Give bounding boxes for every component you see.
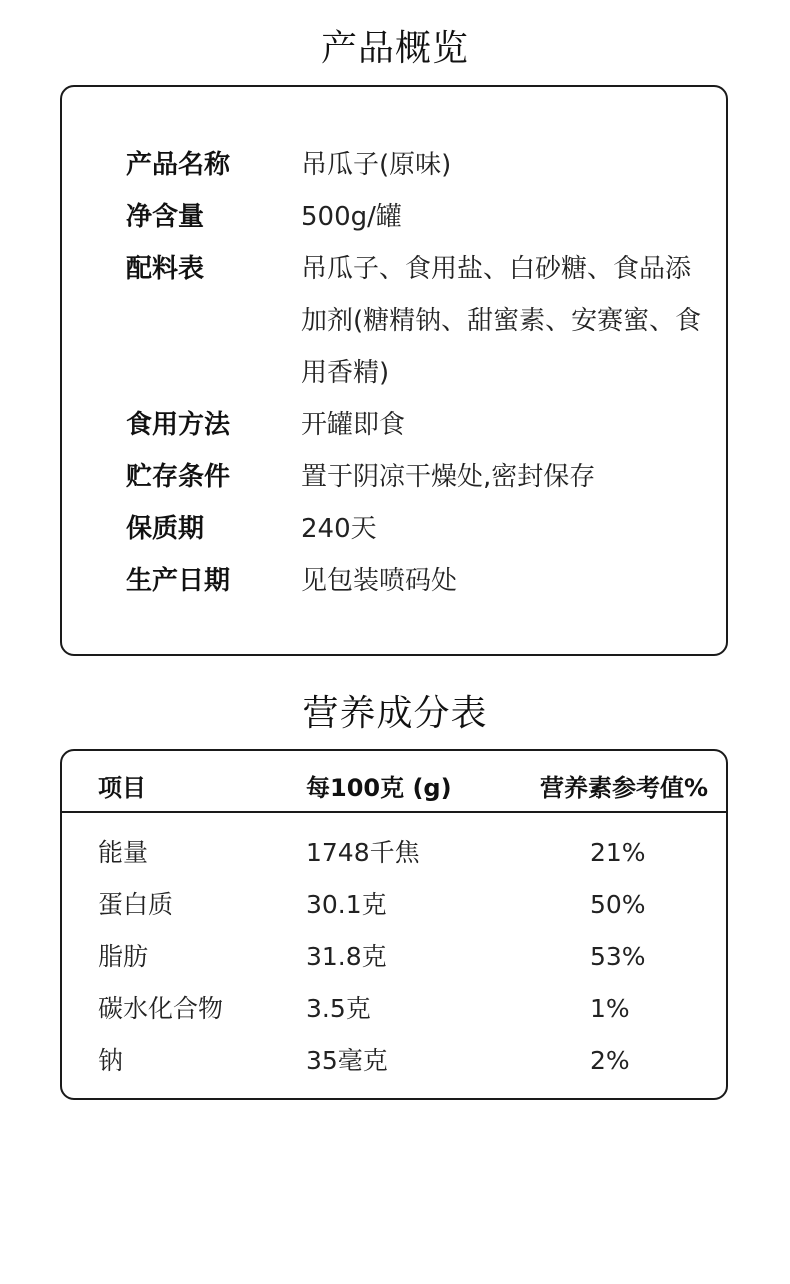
header-nrv-percent: 营养素参考值% <box>540 774 709 802</box>
nutrient-nrv: 1% <box>590 994 630 1023</box>
header-divider <box>62 811 726 813</box>
nutrient-nrv: 21% <box>590 838 646 867</box>
info-value: 置于阴凉干燥处,密封保存 <box>301 462 596 492</box>
nutrient-name: 能量 <box>98 838 149 867</box>
nutrient-name: 脂肪 <box>98 942 149 971</box>
header-item: 项目 <box>98 774 146 802</box>
nutrient-name: 钠 <box>98 1046 124 1075</box>
table-row <box>62 879 726 931</box>
table-row <box>62 827 726 879</box>
info-label: 保质期 <box>126 514 205 544</box>
nutrition-facts-title: 营养成分表 <box>302 693 488 734</box>
product-overview-card <box>60 85 728 656</box>
table-header <box>62 751 726 813</box>
nutrient-amount: 35毫克 <box>306 1046 388 1075</box>
nutrient-amount: 31.8克 <box>306 942 387 971</box>
nutrient-name: 蛋白质 <box>98 890 174 919</box>
info-value: 吊瓜子(原味) <box>301 150 452 180</box>
info-value: 500g/罐 <box>301 202 402 232</box>
nutrient-nrv: 2% <box>590 1046 630 1075</box>
nutrient-amount: 3.5克 <box>306 994 371 1023</box>
nutrient-name: 碳水化合物 <box>98 994 224 1023</box>
table-row <box>62 931 726 983</box>
info-value: 开罐即食 <box>301 410 406 440</box>
info-label: 食用方法 <box>126 410 231 440</box>
info-label: 产品名称 <box>126 150 231 180</box>
info-value: 见包装喷码处 <box>301 566 458 596</box>
header-per-100g: 每100克 (g) <box>306 774 452 802</box>
table-row <box>62 1035 726 1087</box>
info-label: 贮存条件 <box>126 462 231 492</box>
nutrient-nrv: 50% <box>590 890 646 919</box>
nutrient-amount: 30.1克 <box>306 890 387 919</box>
table-row <box>62 983 726 1035</box>
product-overview-title: 产品概览 <box>320 28 469 69</box>
info-value: 240天 <box>301 514 377 544</box>
nutrition-facts-table <box>60 749 728 1100</box>
nutrient-amount: 1748千焦 <box>306 838 420 867</box>
info-label: 配料表 <box>126 254 205 284</box>
nutrient-nrv: 53% <box>590 942 646 971</box>
info-label: 净含量 <box>126 202 205 232</box>
info-label: 生产日期 <box>126 566 231 596</box>
info-value: 吊瓜子、食用盐、白砂糖、食品添加剂(糖精钠、甜蜜素、安赛蜜、食用香精) <box>301 254 702 388</box>
